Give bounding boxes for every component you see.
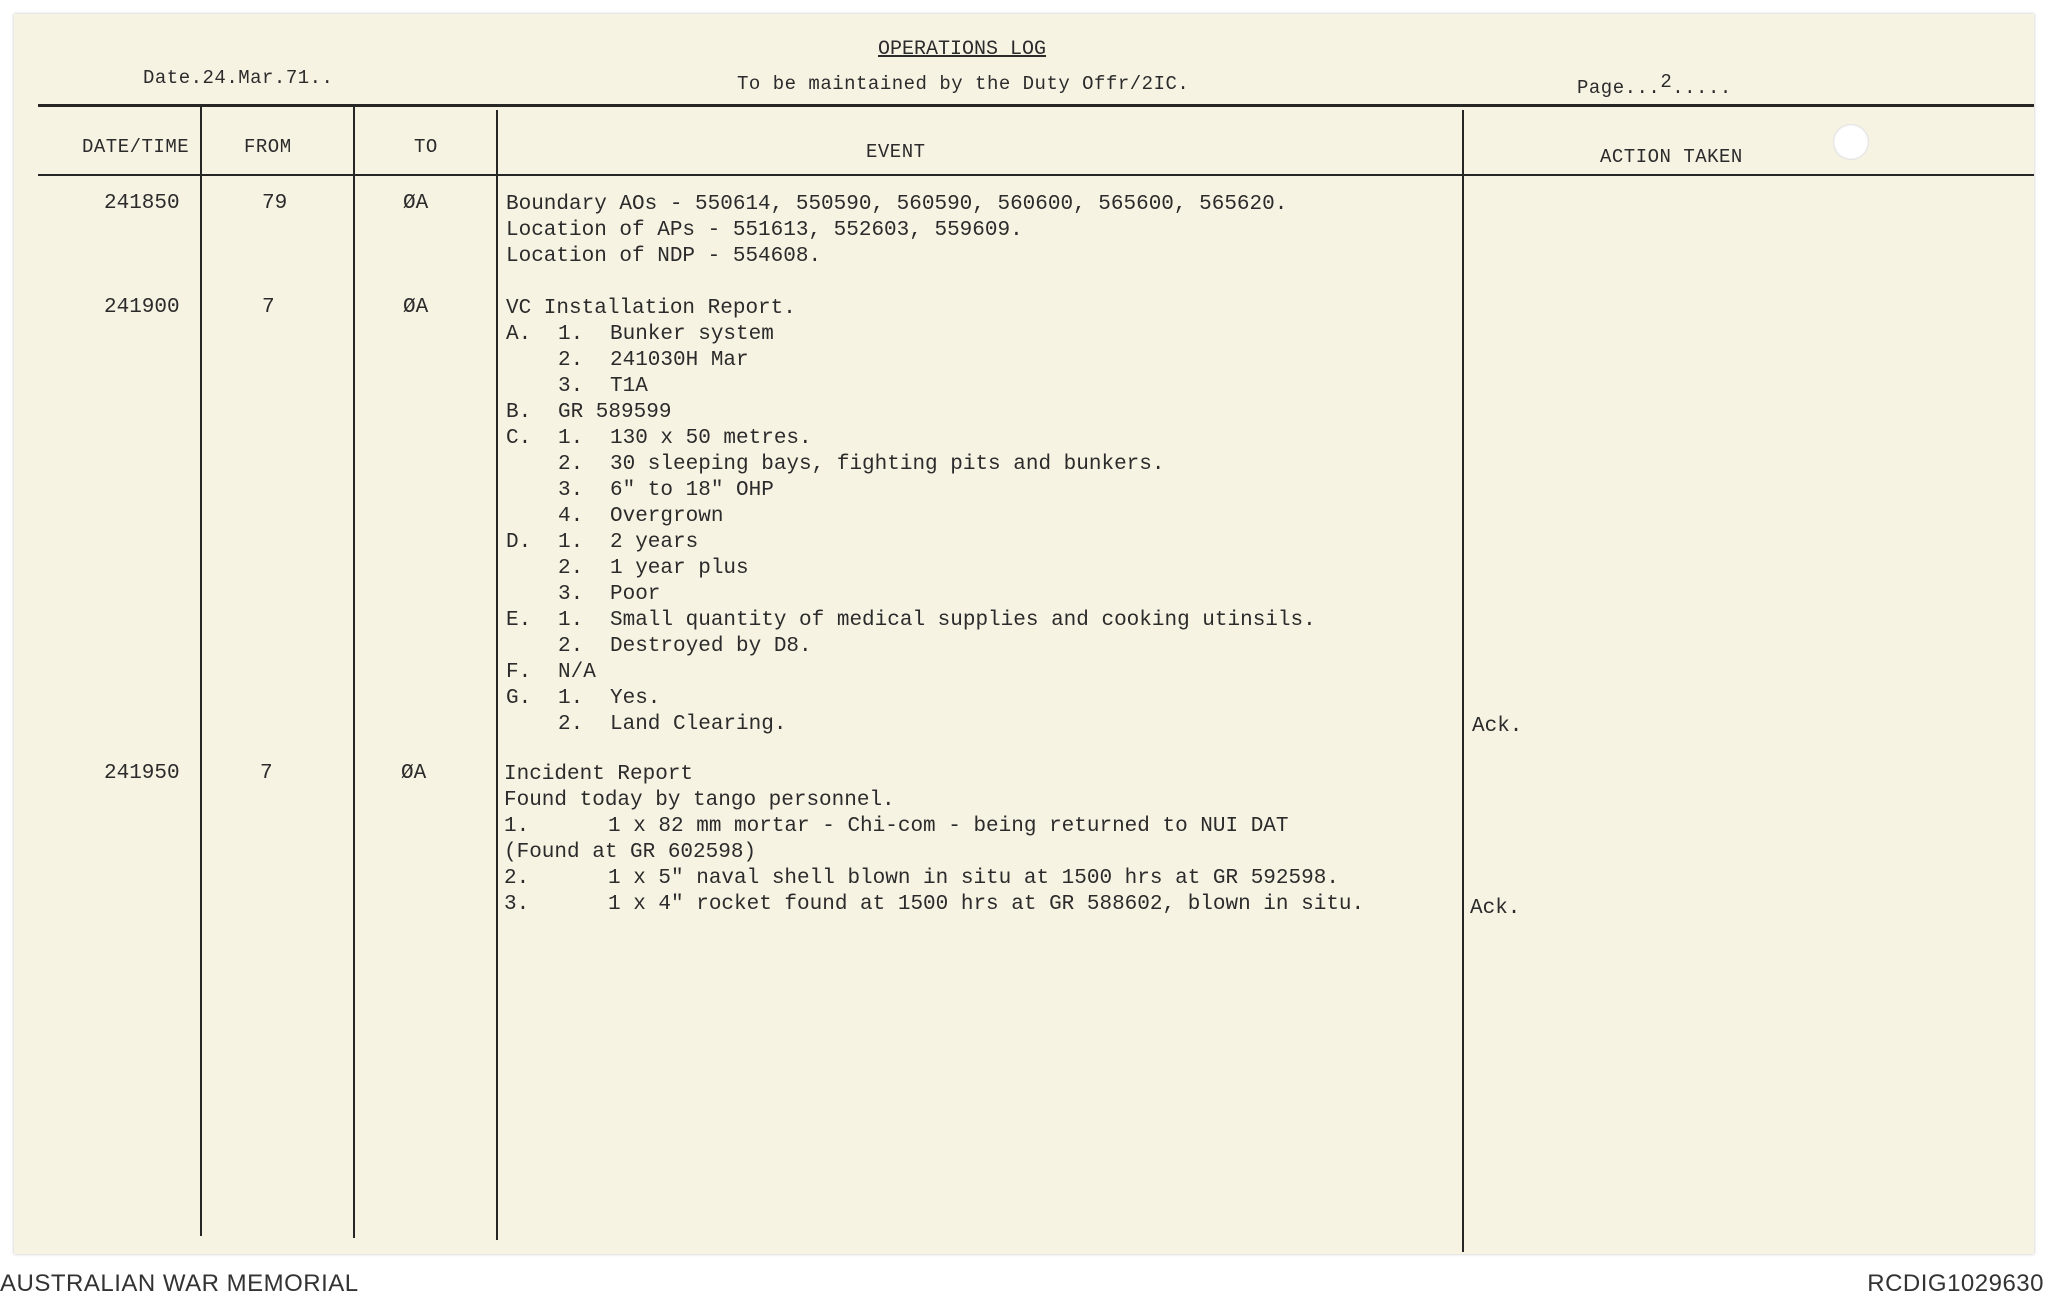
event-section: D. bbox=[506, 531, 532, 554]
event-line bbox=[506, 374, 1316, 400]
col-header-action: ACTION TAKEN bbox=[1600, 146, 1743, 168]
event-text: 241030H Mar bbox=[610, 349, 749, 372]
entry-3-to: ØA bbox=[401, 762, 427, 785]
event-text: 130 x 50 metres. bbox=[610, 427, 812, 450]
event-text: 1 year plus bbox=[610, 557, 749, 580]
event-line bbox=[506, 530, 1316, 556]
event-line bbox=[504, 788, 1364, 814]
event-line bbox=[504, 840, 1364, 866]
col-header-datetime: DATE/TIME bbox=[82, 136, 190, 158]
event-text: Location of APs - 551613, 552603, 559609. bbox=[506, 219, 1023, 242]
event-text: 1 x 82 mm mortar - Chi-com - being returned to NUI DAT bbox=[608, 815, 1289, 838]
event-item: 3. bbox=[558, 583, 584, 606]
punch-hole bbox=[1833, 124, 1869, 160]
page-subtitle: To be maintained by the Duty Offr/2IC. bbox=[737, 73, 1190, 95]
event-line bbox=[506, 452, 1316, 478]
page-value: 2 bbox=[1660, 71, 1673, 93]
event-text: 1 x 4" rocket found at 1500 hrs at GR 588602, blown in situ. bbox=[608, 893, 1365, 916]
event-section: C. bbox=[506, 427, 532, 450]
event-item: 2. bbox=[558, 349, 584, 372]
event-text: 2 years bbox=[610, 531, 699, 554]
event-item: 2. bbox=[558, 557, 584, 580]
event-item: 2. bbox=[558, 713, 584, 736]
event-item: 2. bbox=[558, 453, 584, 476]
table-top-rule bbox=[38, 104, 2034, 107]
event-line bbox=[504, 866, 1364, 892]
entry-2-from: 7 bbox=[262, 296, 275, 319]
event-line bbox=[506, 348, 1316, 374]
event-line bbox=[506, 634, 1316, 660]
event-text: Land Clearing. bbox=[610, 713, 787, 736]
event-text: Boundary AOs - 550614, 550590, 560590, 560600, 565600, 565620. bbox=[506, 193, 1288, 216]
event-line bbox=[504, 892, 1364, 918]
event-text: Small quantity of medical supplies and cooking utinsils. bbox=[610, 609, 1316, 632]
event-line bbox=[506, 686, 1316, 712]
col-header-from: FROM bbox=[244, 136, 292, 158]
event-text: Incident Report bbox=[504, 763, 694, 786]
entry-1-from: 79 bbox=[262, 192, 288, 215]
col-divider-to bbox=[353, 106, 355, 1238]
event-text: 1 x 5" naval shell blown in situ at 1500 hrs at GR 592598. bbox=[608, 867, 1339, 890]
event-section: A. bbox=[506, 323, 532, 346]
event-text: Bunker system bbox=[610, 323, 774, 346]
entry-3-action: Ack. bbox=[1470, 897, 1521, 920]
event-item: 3. bbox=[558, 375, 584, 398]
date-field bbox=[143, 67, 333, 89]
event-line bbox=[504, 762, 1364, 788]
col-header-to: TO bbox=[414, 136, 438, 158]
event-text: Overgrown bbox=[610, 505, 724, 528]
date-label: Date. bbox=[143, 67, 203, 89]
entry-3-event bbox=[504, 762, 1364, 918]
entry-2-datetime: 241900 bbox=[104, 296, 180, 319]
event-item: 1. bbox=[558, 427, 584, 450]
event-text: Destroyed by D8. bbox=[610, 635, 812, 658]
event-item: 1. bbox=[558, 609, 584, 632]
event-text: Location of NDP - 554608. bbox=[506, 245, 822, 268]
event-text: T1A bbox=[610, 375, 648, 398]
col-divider-action bbox=[1462, 110, 1464, 1252]
entry-2-to: ØA bbox=[403, 296, 429, 319]
event-item: 2. bbox=[558, 635, 584, 658]
event-line bbox=[506, 192, 1287, 218]
event-line bbox=[504, 814, 1364, 840]
event-line bbox=[506, 504, 1316, 530]
event-text: 30 sleeping bays, fighting pits and bunkers. bbox=[610, 453, 1165, 476]
event-item: 1. bbox=[558, 323, 584, 346]
entry-3-from: 7 bbox=[260, 762, 273, 785]
event-section: B. bbox=[506, 401, 532, 424]
col-header-event: EVENT bbox=[866, 141, 926, 163]
event-item: 1. bbox=[558, 531, 584, 554]
event-line bbox=[506, 582, 1316, 608]
event-text: Poor bbox=[610, 583, 661, 606]
event-item: 2. bbox=[504, 867, 530, 890]
page-label: Page... bbox=[1577, 77, 1661, 99]
event-section: F. bbox=[506, 661, 532, 684]
entry-1-to: ØA bbox=[403, 192, 429, 215]
col-divider-from bbox=[200, 106, 202, 1236]
event-line bbox=[506, 426, 1316, 452]
event-line bbox=[506, 296, 1316, 322]
page-suffix: ..... bbox=[1672, 77, 1732, 99]
event-line bbox=[506, 556, 1316, 582]
entry-2-event bbox=[506, 296, 1316, 738]
event-line bbox=[506, 608, 1316, 634]
entry-2-action: Ack. bbox=[1472, 715, 1523, 738]
event-line bbox=[506, 478, 1316, 504]
page-number-field bbox=[1577, 71, 1732, 99]
event-line bbox=[506, 322, 1316, 348]
footer-id: RCDIG1029630 bbox=[1867, 1270, 2044, 1297]
event-text: Found today by tango personnel. bbox=[504, 789, 895, 812]
event-line bbox=[506, 660, 1316, 686]
event-text: N/A bbox=[558, 661, 596, 684]
event-section: G. bbox=[506, 687, 532, 710]
event-item: 1. bbox=[558, 687, 584, 710]
event-text: 6" to 18" OHP bbox=[610, 479, 774, 502]
event-text: Yes. bbox=[610, 687, 661, 710]
event-line bbox=[506, 244, 1287, 270]
event-text: GR 589599 bbox=[558, 401, 672, 424]
header-bottom-rule bbox=[38, 174, 2034, 176]
event-item: 3. bbox=[504, 893, 530, 916]
event-item: 1. bbox=[504, 815, 530, 838]
event-line bbox=[506, 712, 1316, 738]
event-text: (Found at GR 602598) bbox=[504, 841, 757, 864]
col-divider-event bbox=[496, 110, 498, 1240]
event-item: 3. bbox=[558, 479, 584, 502]
page-title: OPERATIONS LOG bbox=[878, 38, 1047, 61]
event-line bbox=[506, 400, 1316, 426]
event-section: E. bbox=[506, 609, 532, 632]
entry-1-datetime: 241850 bbox=[104, 192, 180, 215]
event-item: 4. bbox=[558, 505, 584, 528]
entry-1-event bbox=[506, 192, 1287, 270]
event-text: VC Installation Report. bbox=[506, 297, 796, 320]
date-value: 24.Mar.71.. bbox=[202, 67, 334, 89]
entry-3-datetime: 241950 bbox=[104, 762, 180, 785]
event-line bbox=[506, 218, 1287, 244]
footer-source: AUSTRALIAN WAR MEMORIAL bbox=[0, 1270, 359, 1297]
